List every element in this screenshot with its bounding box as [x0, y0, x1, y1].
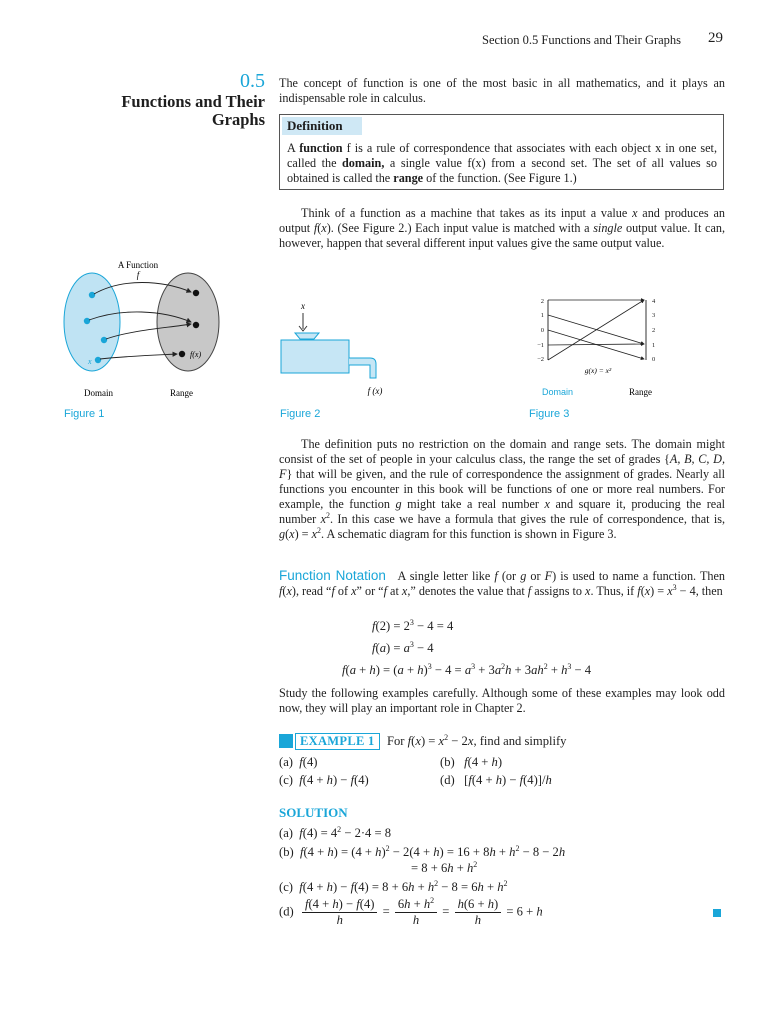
range-tick: 1 [652, 342, 656, 349]
figure-1-range-label: Range [170, 388, 193, 398]
solution-a: (a) $f(4) = 4^2 - 2\cdot 4 = 8$ [279, 825, 392, 840]
definition-heading: Definition [282, 117, 362, 135]
figure-3-caption: Figure 3 [529, 408, 570, 420]
mapping-arrow [548, 300, 644, 360]
equation-fah: $f(a + h) = (a + h)^3 - 4 = a^3 + 3a^2h + 3ah^2 + h^3 - 4$ [342, 662, 592, 677]
study-paragraph: Study the following examples carefully. Although some of these examples may look odd now, they will play an important role in Chapter 2. [279, 686, 725, 715]
end-of-proof-mark [713, 909, 721, 917]
example-part-c: (c) f(4 + h) − f(4) [279, 773, 369, 787]
intro-paragraph: The concept of function is one of the most basic in all mathematics, and it plays an indispensable role in calculus. [279, 76, 725, 105]
figure-3-range-label: Range [629, 387, 652, 397]
domain-tick: −1 [537, 342, 544, 349]
fraction: $\frac{h(6 + h)}{h}$ [455, 897, 502, 928]
solution-b-simplified: = $8 + 6h + h^2$ [411, 860, 478, 875]
section-title: Functions and Their Graphs [121, 92, 265, 129]
range-tick: 2 [652, 327, 656, 334]
domain-tick: 2 [540, 298, 544, 305]
domain-oval [64, 273, 120, 371]
running-title: Section 0.5 Functions and Their Graphs [482, 33, 682, 47]
equation-f2: $f(2) = 2^3 - 4 = 4$ [372, 618, 454, 633]
domain-point [95, 357, 101, 363]
range-ticks [652, 298, 656, 363]
figure-2-caption: Figure 2 [280, 408, 321, 420]
solution-d: (d) $\frac{f(4 + h) - f(4)}{h}$ = $\frac{6h + h^2}{h}$ = $\frac{h(6 + h)}{h}$ = 6 + h [279, 896, 543, 927]
figure-3-rule-label: g(x) = x² [584, 366, 612, 375]
figure-2-machine [278, 300, 408, 400]
solution-b: (b) $f(4 + h) = (4 + h)^2 - 2(4 + h) = 16 + 8h + h^2 - 8 - 2h$ [279, 844, 566, 859]
example-part-d: (d) [f(4 + h) − f(4)]/h [440, 773, 552, 787]
figure-1-caption: Figure 1 [64, 408, 105, 420]
definition-discussion-paragraph: The definition puts no restriction on the domain and range sets. The domain might consist of the set of people in your calculus class, the range the set of grades {A, B, C, D, F} that will be given, and the rule of correspondence the assignment of grades. Nearly all functions you encounter in this book will be functions of one or more real numbers. For example, the function g might take a real number x and square it, producing the real number $x^2$. In this case we have a formula that gives the rule of correspondence, that is, $g(x) = x^2$. A schematic diagram for this function is shown in Figure 3. [279, 437, 725, 541]
input-funnel [295, 333, 319, 339]
page-number: 29 [708, 30, 723, 46]
figure-1-x-label: x [88, 357, 92, 366]
domain-tick: 1 [540, 312, 544, 319]
domain-tick: −2 [537, 356, 544, 363]
range-tick: 0 [652, 356, 656, 363]
mapping-arrow [548, 344, 644, 345]
figure-3-domain-label: Domain [542, 387, 574, 397]
function-notation-heading: Function Notation [279, 568, 386, 583]
mapping-arrow [548, 315, 644, 344]
domain-point [101, 337, 107, 343]
example-marker [279, 734, 293, 748]
domain-point [89, 292, 95, 298]
domain-ticks [537, 298, 544, 363]
range-oval [157, 273, 219, 371]
machine-body [281, 340, 349, 373]
figure-1-f-label: f [136, 270, 140, 280]
section-number: 0.5 [240, 70, 265, 92]
range-point [193, 322, 199, 328]
fraction: $\frac{f(4 + h) - f(4)}{h}$ [302, 897, 377, 928]
output-pipe [349, 358, 376, 378]
figure-1-domain-label: Domain [84, 388, 113, 398]
example-label: EXAMPLE 1 [295, 733, 380, 750]
figure-2-output-label: f (x) [367, 386, 383, 396]
function-notation-paragraph: Function Notation A single letter like f (or g or F) is used to name a function. Then f(x), read “f of x” or “f at x,” denotes the value that f assigns to x. Thus, if $f(x) = x^3 - 4$, then [279, 568, 726, 598]
range-tick: 4 [652, 298, 656, 305]
fraction: $\frac{6h + h^2}{h}$ [395, 897, 437, 928]
figure-3-diagram [528, 293, 668, 403]
range-point [193, 290, 199, 296]
domain-point [84, 318, 90, 324]
running-header [482, 33, 681, 48]
solution-heading: SOLUTION [279, 805, 348, 820]
example-part-a: (a) f(4) [279, 755, 318, 769]
definition-text: A function f is a rule of correspondence that associates with each object x in one set, called the domain, a single value f(x) from a second set. The set of all values so obtained is called the range of the function. (See Figure 1.) [287, 141, 717, 185]
figure-1-fx-label: f(x) [190, 350, 202, 359]
machine-paragraph: Think of a function as a machine that takes as its input a value x and produces an output f(x). (See Figure 2.) Each input value is matched with a single output value. It can, however, happen that several different input values give the same output value. [279, 206, 725, 250]
solution-c: (c) $f(4 + h) - f(4) = 8 + 6h + h^2 - 8 = 6h + h^2$ [279, 879, 508, 894]
domain-tick: 0 [540, 327, 544, 334]
range-point [179, 351, 185, 357]
example-part-b: (b) f(4 + h) [440, 755, 503, 769]
figure-1-diagram [62, 258, 232, 403]
equation-fa: $f(a) = a^3 - 4$ [372, 640, 434, 655]
figure-2-input-label: x [301, 301, 305, 311]
definition-box [279, 114, 724, 190]
figure-1-title: A Function [117, 260, 159, 270]
range-tick: 3 [652, 312, 656, 319]
example-prompt: For $f(x) = x^2 - 2x$, find and simplify [387, 733, 567, 748]
